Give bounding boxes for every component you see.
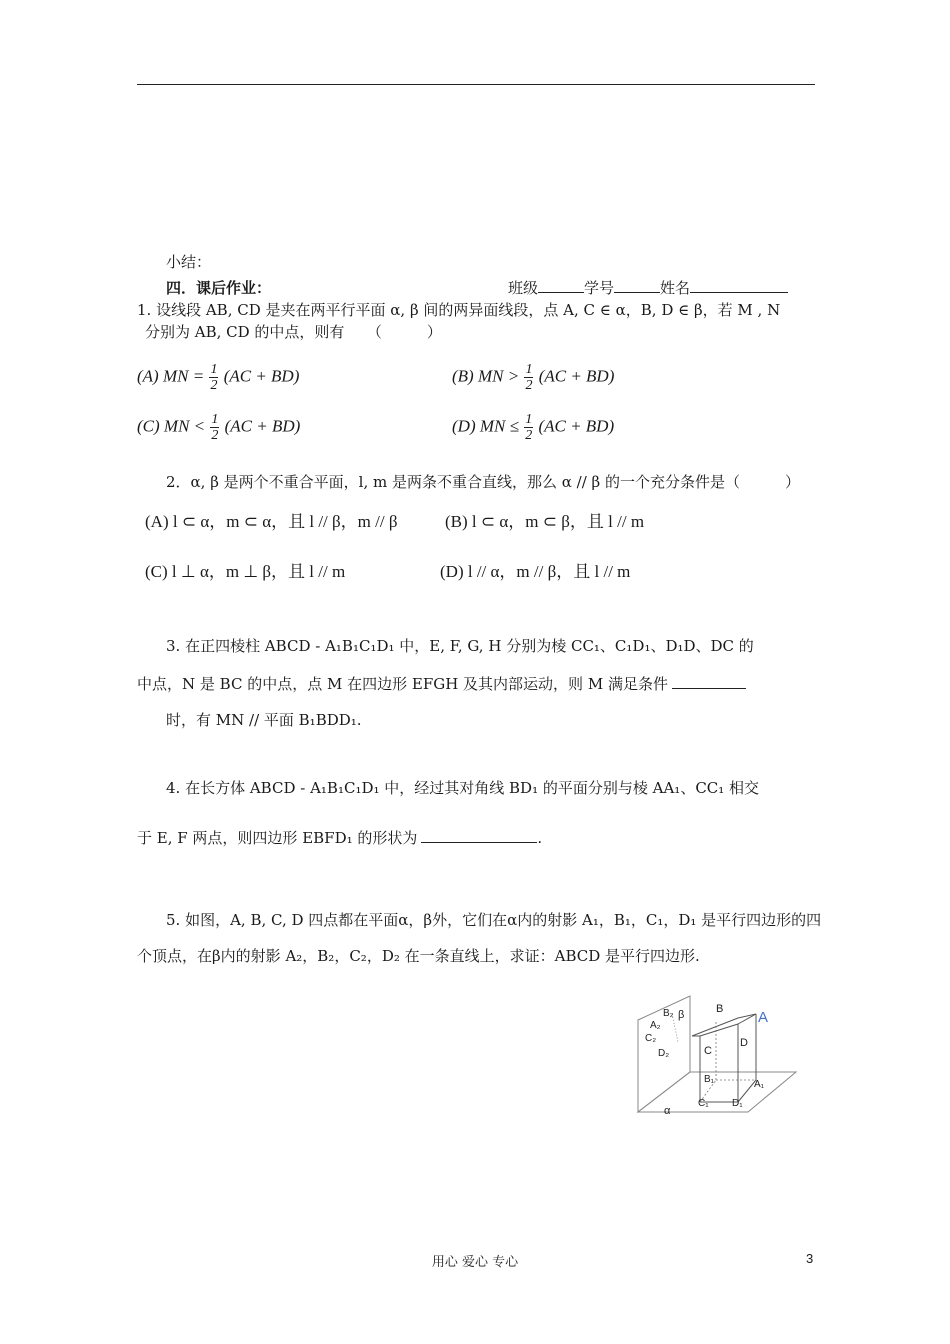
plane-alpha: [638, 1072, 796, 1112]
label-B1: B₁: [704, 1074, 715, 1085]
q4-line2-text: 于 E, F 两点，则四边形 EBFD₁ 的形状为: [137, 829, 418, 847]
q4-answer-blank[interactable]: [421, 828, 537, 843]
geometry-figure: [620, 990, 810, 1120]
label-D1: D₁: [732, 1098, 743, 1109]
q2-option-b: (B) l ⊂ α，m ⊂ β，且 l // m: [445, 512, 645, 531]
id-blank[interactable]: [614, 278, 660, 293]
name-label: 姓名: [660, 279, 691, 297]
q3-line3: 时，有 MN // 平面 B₁BDD₁.: [166, 711, 362, 729]
label-D: D: [740, 1037, 748, 1049]
q5-line1: 5. 如图，A, B, C, D 四点都在平面α，β外，它们在α内的射影 A₁，B₁，C₁，D₁ 是平行四边形的四: [166, 911, 822, 929]
q2-option-a: (A) l ⊂ α，m ⊂ α，且 l // β，m // β: [145, 512, 398, 531]
footer-text: 用心 爱心 专心: [431, 1255, 519, 1270]
q4-line2: [137, 828, 542, 848]
q1-option-b-fraction: $\frac{1}{2}$: [525, 362, 533, 393]
q1-option-d: [452, 412, 614, 443]
label-alpha: α: [664, 1105, 671, 1117]
q1-option-b: [452, 362, 614, 393]
student-info: [508, 278, 788, 298]
q2-option-d: (D) l // α，m // β，且 l // m: [440, 562, 631, 581]
q1-option-a: [137, 362, 299, 393]
label-beta: β: [678, 1009, 685, 1021]
q1-option-a-tail: (AC + BD): [223, 366, 300, 386]
q1-option-c-label: (C) MN <: [137, 416, 206, 436]
name-blank[interactable]: [690, 278, 788, 293]
q2-stem: 2．α, β 是两个不重合平面，l, m 是两条不重合直线，那么 α // β 的一个充分条件是（ ）: [166, 473, 800, 491]
label-B: B: [716, 1003, 724, 1015]
q1-option-d-tail: (AC + BD): [538, 416, 615, 436]
class-blank[interactable]: [538, 278, 584, 293]
q1-option-c-tail: (AC + BD): [224, 416, 301, 436]
q1-option-c-fraction: $\frac{1}{2}$: [211, 412, 219, 443]
summary-label: 小结：: [166, 253, 212, 271]
q3-line2: [137, 674, 746, 694]
label-B2: B₂: [663, 1008, 674, 1019]
label-A2: A₂: [650, 1020, 661, 1031]
class-label: 班级: [508, 279, 539, 297]
q3-line1: 3. 在正四棱柱 ABCD - A₁B₁C₁D₁ 中，E, F, G, H 分别为棱 CC₁、C₁D₁、D₁D、DC 的: [166, 637, 754, 655]
q1-option-d-fraction: $\frac{1}{2}$: [525, 412, 533, 443]
q1-option-a-fraction: $\frac{1}{2}$: [210, 362, 218, 393]
label-A1: A₁: [754, 1079, 765, 1090]
q1-option-b-label: (B) MN >: [452, 366, 520, 386]
q2-option-c: (C) l ⊥ α，m ⊥ β，且 l // m: [145, 562, 346, 581]
label-C1: C₁: [698, 1098, 709, 1109]
page-number: 3: [806, 1251, 814, 1266]
q3-answer-blank[interactable]: [672, 674, 746, 689]
q1-line1: 1. 设线段 AB, CD 是夹在两平行平面 α, β 间的两异面线段，点 A, C ∈ α，B, D ∈ β，若 M , N: [137, 301, 781, 319]
label-C: C: [704, 1045, 712, 1057]
q1-option-a-label: (A) MN =: [137, 366, 205, 386]
q1-option-b-tail: (AC + BD): [538, 366, 615, 386]
q3-line2-text: 中点，N 是 BC 的中点，点 M 在四边形 EFGH 及其内部运动，则 M 满足条件: [137, 675, 668, 693]
header-rule: [137, 84, 815, 85]
label-D2: D₂: [658, 1048, 670, 1059]
label-A: A: [758, 1009, 769, 1026]
q1-option-c: [137, 412, 300, 443]
q4-line1: 4. 在长方体 ABCD - A₁B₁C₁D₁ 中，经过其对角线 BD₁ 的平面分别与棱 AA₁、CC₁ 相交: [166, 779, 760, 797]
homework-heading: 四．课后作业：: [166, 279, 272, 297]
label-C2: C₂: [645, 1033, 657, 1044]
q1-option-d-label: (D) MN ≤: [452, 416, 519, 436]
q5-line2: 个顶点，在β内的射影 A₂，B₂，C₂，D₂ 在一条直线上，求证：ABCD 是平行四边形.: [137, 947, 700, 965]
q1-line2: 分别为 AB, CD 的中点，则有 （ ）: [145, 323, 442, 341]
q4-line2-end: .: [537, 829, 543, 847]
id-label: 学号: [584, 279, 615, 297]
